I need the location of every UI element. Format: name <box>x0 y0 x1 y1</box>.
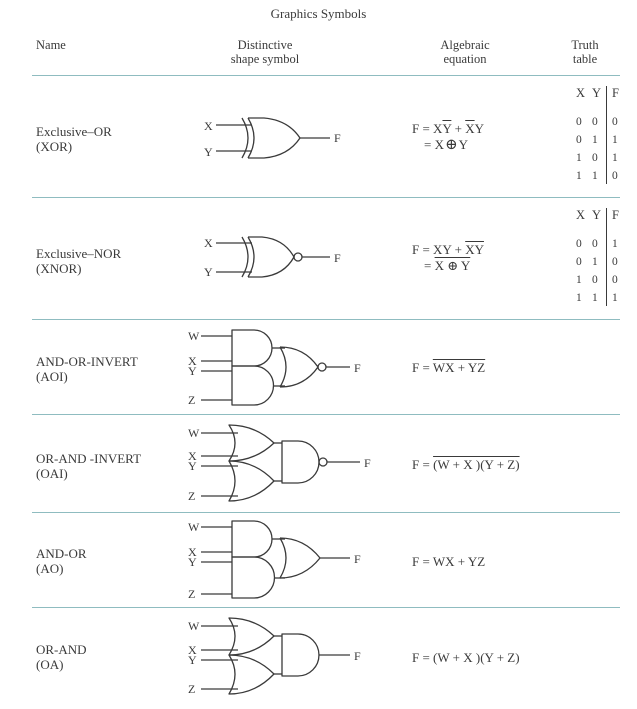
input-label: X <box>188 449 197 463</box>
eq-term-complement: $\overline{Y}$ <box>442 121 452 136</box>
gate-name-abbrev: (AO) <box>36 561 64 576</box>
output-label: F <box>364 456 371 470</box>
gate-name-line: AND-OR <box>36 546 87 561</box>
output-label: F <box>354 552 361 566</box>
column-header-truth-line2: table <box>572 52 598 66</box>
input-label: Z <box>188 587 196 601</box>
eq-term: F = <box>412 360 433 375</box>
truth-table-header: X <box>576 86 586 100</box>
truth-table-header: Y <box>592 86 602 100</box>
gate-name-abbrev: (OA) <box>36 657 64 672</box>
gate-name-abbrev: (AOI) <box>36 369 68 384</box>
truth-table-cell: 0 <box>592 274 598 286</box>
truth-table-cell: 1 <box>612 238 618 250</box>
eq-term: Y <box>474 121 484 136</box>
truth-table-cell: 1 <box>592 292 598 304</box>
xor-gate-symbol <box>204 118 341 159</box>
eq-term: F = <box>412 457 434 472</box>
truth-table-xnor <box>568 208 628 310</box>
eq-term: F = X <box>412 121 443 136</box>
input-label: W <box>188 426 200 440</box>
truth-table-cell: 0 <box>612 274 618 286</box>
eq-term: = X <box>424 137 444 152</box>
truth-table-cell: 1 <box>592 134 598 146</box>
eq-term: Y <box>458 137 468 152</box>
truth-table-cell: 1 <box>612 134 618 146</box>
input-label: X <box>188 354 197 368</box>
gate-name-abbrev: (XNOR) <box>36 261 82 276</box>
page-title: Graphics Symbols <box>270 6 367 21</box>
output-label: F <box>354 361 361 375</box>
truth-table-header: Y <box>592 208 602 222</box>
truth-table-cell: 1 <box>576 152 582 164</box>
input-label: X <box>204 119 213 133</box>
gate-name-abbrev: (OAI) <box>36 466 68 481</box>
eq-term-complement: WX + YZ <box>432 360 486 375</box>
truth-table-header: F <box>612 208 619 222</box>
equation-ao: F = WX + YZ <box>412 554 486 569</box>
input-label: Y <box>204 265 213 279</box>
output-label: F <box>354 649 361 663</box>
input-label: Y <box>188 653 197 667</box>
truth-table-cell: 1 <box>576 170 582 182</box>
input-label: W <box>188 329 200 343</box>
column-header-symbol-line2: shape symbol <box>230 52 300 66</box>
input-label: Y <box>204 145 213 159</box>
eq-term: F = XY + <box>412 242 466 257</box>
truth-table-cell: 1 <box>592 256 598 268</box>
truth-table-cell: 1 <box>576 274 582 286</box>
input-label: Z <box>188 393 196 407</box>
truth-table-cell: 0 <box>592 116 598 128</box>
truth-table-cell: 0 <box>612 256 618 268</box>
equation-oa: F = (W + X )(Y + Z) <box>412 650 520 665</box>
input-label: Y <box>188 364 197 378</box>
column-header-name: Name <box>36 38 66 52</box>
input-label: Y <box>188 459 197 473</box>
truth-table-cell: 0 <box>612 116 618 128</box>
truth-table-separator <box>606 86 607 184</box>
column-header-truth-line1: Truth <box>571 38 599 52</box>
input-label: X <box>188 643 197 657</box>
input-label: W <box>188 619 200 633</box>
truth-table-cell: 0 <box>612 170 618 182</box>
xnor-gate-symbol <box>204 236 341 279</box>
eq-term: + <box>451 121 466 136</box>
truth-table-cell: 0 <box>576 116 582 128</box>
column-header-equation-line2: equation <box>443 52 487 66</box>
aoi-gate-symbol <box>188 329 361 407</box>
eq-term-complement: $\overline{XY}$ <box>465 242 484 257</box>
input-label: X <box>204 236 213 250</box>
input-label: Y <box>188 555 197 569</box>
oai-gate-symbol <box>188 425 371 503</box>
output-label: F <box>334 131 341 145</box>
eq-term-complement: (W + X )(Y + Z) <box>433 457 520 472</box>
column-header-equation-line1: Algebraic <box>440 38 490 52</box>
input-label: X <box>188 545 197 559</box>
eq-term-complement: $\overline{X}$ <box>465 121 475 136</box>
truth-table-cell: 1 <box>576 292 582 304</box>
truth-table-cell: 0 <box>576 238 582 250</box>
truth-table-cell: 0 <box>576 134 582 146</box>
ao-gate-symbol <box>188 520 361 601</box>
truth-table-header: X <box>576 208 586 222</box>
truth-table-cell: 0 <box>592 152 598 164</box>
input-label: Z <box>188 682 196 696</box>
gate-name-line: Exclusive–OR <box>36 124 112 139</box>
column-header-symbol-line1: Distinctive <box>237 38 293 52</box>
truth-table-header: F <box>612 86 619 100</box>
truth-table-cell: 1 <box>612 152 618 164</box>
gate-name-line: OR-AND -INVERT <box>36 451 142 466</box>
truth-table-cell: 0 <box>592 238 598 250</box>
xor-operator-icon: ⊕ <box>444 137 458 153</box>
gate-name-line: AND-OR-INVERT <box>36 354 138 369</box>
gate-name-line: Exclusive–NOR <box>36 246 122 261</box>
eq-term: = <box>424 258 435 273</box>
gate-name-abbrev: (XOR) <box>36 139 73 154</box>
truth-table-cell: 1 <box>592 170 598 182</box>
truth-table-separator <box>606 208 607 306</box>
eq-term-complement: X ⊕ Y <box>434 258 471 273</box>
truth-table-xor <box>568 86 628 188</box>
output-label: F <box>334 251 341 265</box>
truth-table-cell: 1 <box>612 292 618 304</box>
input-label: Z <box>188 489 196 503</box>
input-label: W <box>188 520 200 534</box>
gate-name-line: OR-AND <box>36 642 87 657</box>
truth-table-cell: 0 <box>576 256 582 268</box>
oa-gate-symbol <box>188 618 361 696</box>
